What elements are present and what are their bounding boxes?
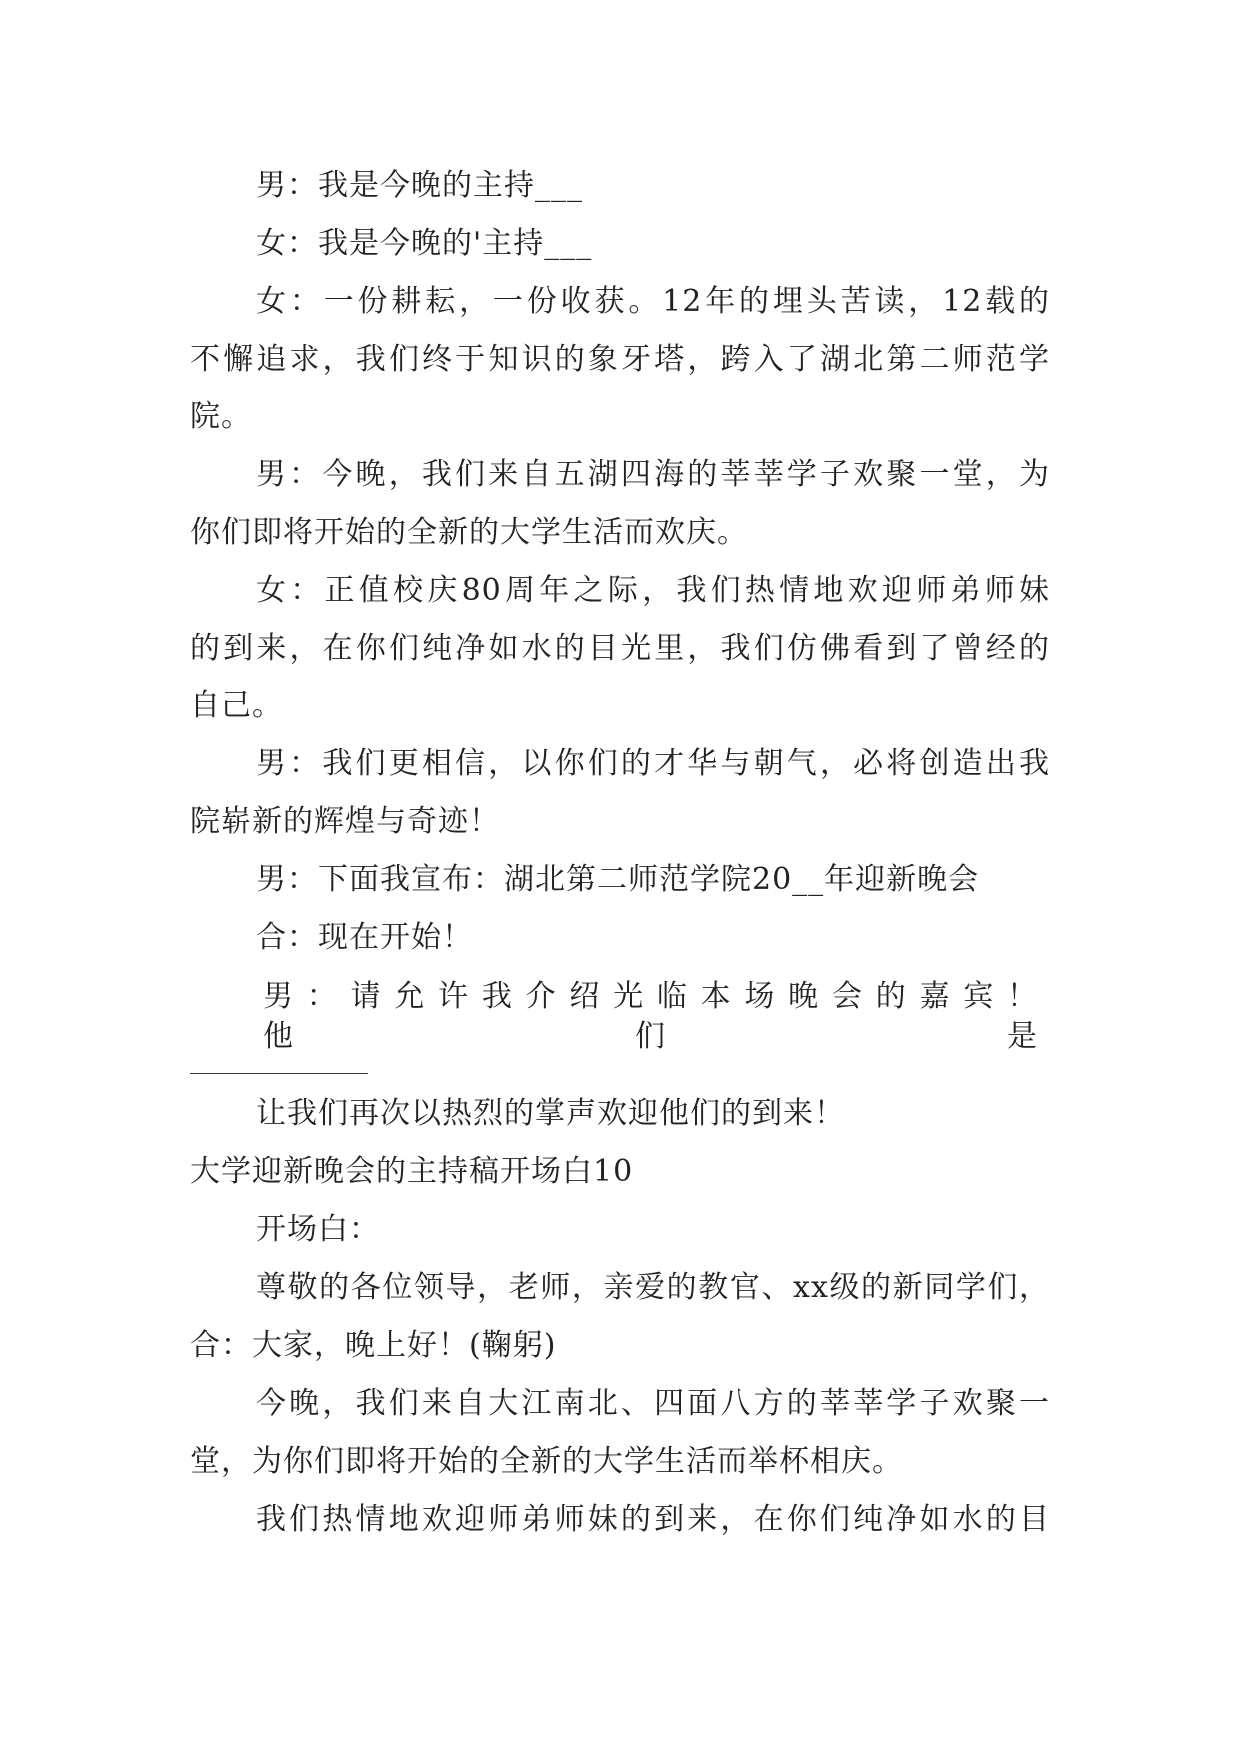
text-line: 院崭新的辉煌与奇迹！ bbox=[190, 804, 500, 839]
section-heading: 大学迎新晚会的主持稿开场白10 bbox=[190, 1154, 634, 1189]
text-line: 男：今晚，我们来自五湖四海的莘莘学子欢聚一堂，为 bbox=[256, 457, 1050, 492]
text-line: 男：下面我宣布：湖北第二师范学院20__年迎新晚会 bbox=[256, 862, 980, 897]
text-line: 我们热情地欢迎师弟师妹的到来，在你们纯净如水的目 bbox=[256, 1502, 1050, 1537]
text-line: 男：请允许我介绍光临本场晚会的嘉宾！他们是 bbox=[263, 979, 1050, 1054]
text-line: 合：现在开始！ bbox=[256, 920, 473, 955]
text-line: 院。 bbox=[190, 399, 252, 434]
text-line: 开场白： bbox=[256, 1212, 380, 1247]
text-line: 男：我们更相信，以你们的才华与朝气，必将创造出我 bbox=[256, 746, 1050, 781]
text-line: 的到来，在你们纯净如水的目光里，我们仿佛看到了曾经的 bbox=[190, 631, 1050, 666]
text-line: 尊敬的各位领导，老师，亲爱的教官、xx级的新同学们， bbox=[256, 1270, 1050, 1305]
text-line: 堂，为你们即将开始的全新的大学生活而举杯相庆。 bbox=[190, 1444, 903, 1479]
text-line: 你们即将开始的全新的大学生活而欢庆。 bbox=[190, 515, 748, 550]
text-line: 女：一份耕耘，一份收获。12年的埋头苦读，12载的 bbox=[256, 284, 1050, 319]
text-line: 让我们再次以热烈的掌声欢迎他们的到来！ bbox=[256, 1096, 845, 1131]
text-line: 自己。 bbox=[190, 688, 283, 723]
text-line: 女：我是今晚的'主持___ bbox=[256, 226, 593, 261]
text-line: 不懈追求，我们终于知识的象牙塔，跨入了湖北第二师范学 bbox=[190, 342, 1050, 377]
blank-underline bbox=[190, 1073, 368, 1074]
text-line: 今晚，我们来自大江南北、四面八方的莘莘学子欢聚一 bbox=[256, 1386, 1050, 1421]
text-line: 女：正值校庆80周年之际，我们热情地欢迎师弟师妹 bbox=[256, 573, 1050, 608]
text-line: 合：大家，晚上好！(鞠躬) bbox=[190, 1328, 557, 1363]
text-line: 男：我是今晚的主持___ bbox=[256, 168, 583, 203]
